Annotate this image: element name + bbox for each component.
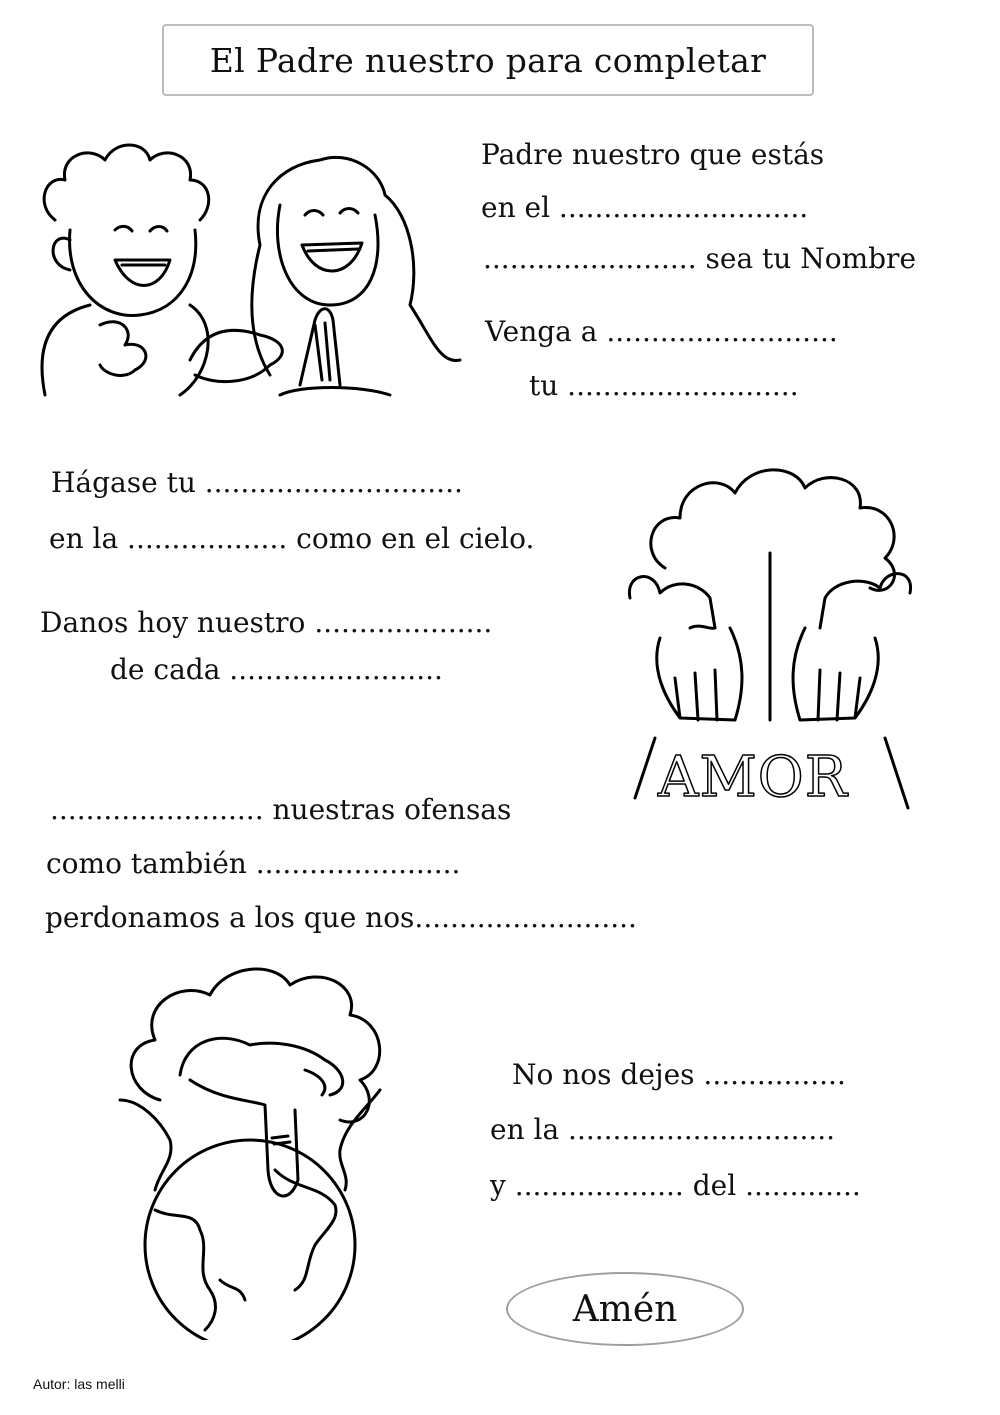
page-title: El Padre nuestro para completar: [162, 24, 814, 96]
stanza2-line1: Hágase tu .............................: [51, 466, 463, 499]
stanza4-line2: como también .......................: [46, 847, 461, 880]
stanza1-line4: Venga a ..........................: [485, 315, 838, 348]
amen-label: Amén: [506, 1272, 744, 1346]
hand-globe-icon: [100, 960, 400, 1340]
stanza5-line2: en la ..............................: [490, 1113, 836, 1146]
stanza4-line3: perdonamos a los que nos.........................: [45, 901, 637, 934]
author-credit: Autor: las melli: [33, 1376, 125, 1392]
hands-cloud-amor-icon: [620, 458, 920, 813]
stanza1-line5: tu ..........................: [529, 369, 799, 402]
stanza5-line3: y ................... del .............: [490, 1169, 861, 1202]
amor-label: AMOR: [658, 745, 848, 810]
stanza5-line1: No nos dejes ................: [512, 1058, 846, 1091]
stanza3-line2: de cada ........................: [110, 653, 443, 686]
stanza1-line2: en el ............................: [481, 191, 809, 224]
praying-children-icon: [30, 135, 470, 405]
stanza2-line2: en la .................. como en el cielo.: [49, 522, 535, 555]
stanza3-line1: Danos hoy nuestro ....................: [40, 606, 493, 639]
stanza1-line3: ........................ sea tu Nombre: [483, 242, 917, 275]
stanza1-line1: Padre nuestro que estás: [481, 138, 825, 171]
stanza4-line1: ........................ nuestras ofensas: [50, 793, 512, 826]
